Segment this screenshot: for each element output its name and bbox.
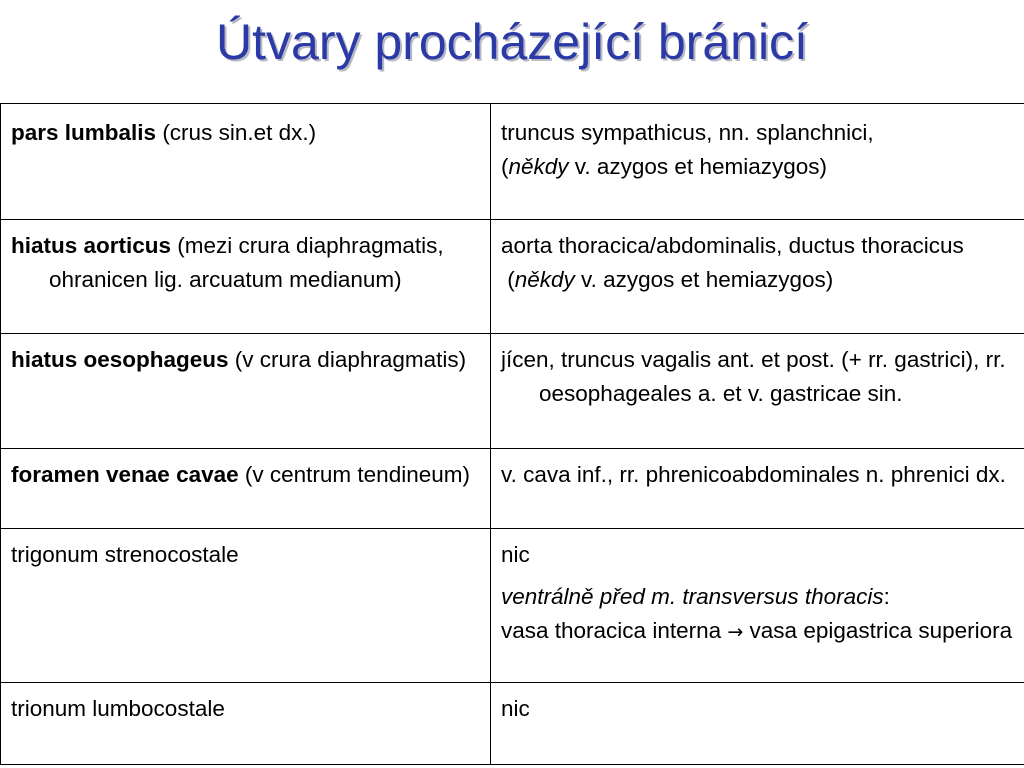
cell-text	[11, 343, 484, 377]
table-cell-content	[491, 104, 1024, 220]
cell-text	[11, 229, 484, 297]
table-cell-structure	[1, 449, 491, 529]
table-cell-content	[491, 529, 1024, 683]
cell-text	[501, 580, 1018, 649]
table-cell-content	[491, 334, 1024, 449]
table-row	[1, 220, 1024, 334]
table-cell-structure	[1, 104, 491, 220]
structure-name: hiatus oesophageus	[11, 347, 229, 372]
content-text: v. cava inf., rr. phrenicoabdominales n. phrenici dx.	[501, 462, 1006, 487]
page-title: Útvary procházející bránicí	[216, 14, 808, 70]
table-row	[1, 334, 1024, 449]
structure-name: hiatus aorticus	[11, 233, 172, 258]
structure-note: (v crura diaphragmatis)	[228, 347, 467, 372]
table-row	[1, 104, 1024, 220]
table-cell-content	[491, 449, 1024, 529]
table-row	[1, 529, 1024, 683]
table-cell-content	[491, 220, 1024, 334]
cell-text	[11, 458, 484, 492]
italic-note: ventrálně před m. transversus thoracis	[501, 584, 884, 609]
paren-text: (	[501, 154, 509, 179]
arrow-right-icon: →	[727, 621, 744, 643]
structure-note: (mezi crura diaphragmatis, ohranicen lig. arcuatum medianum)	[49, 233, 444, 292]
table-cell-structure	[1, 683, 491, 765]
content-text: nic	[501, 696, 530, 721]
table-cell-content	[491, 683, 1024, 765]
structure-name: trigonum strenocostale	[11, 542, 239, 567]
table-cell-structure	[1, 220, 491, 334]
italic-note: někdy	[508, 154, 569, 179]
paren-text: (	[501, 267, 515, 292]
table-cell-structure	[1, 529, 491, 683]
content-text: jícen, truncus vagalis ant. et post. (+ rr. gastrici), rr. oesophageales a. et v. gastricae sin.	[501, 347, 1006, 406]
structure-name: trionum lumbocostale	[11, 696, 225, 721]
structure-name: pars lumbalis	[11, 120, 157, 145]
content-text: v. azygos et hemiazygos)	[568, 154, 827, 179]
cell-text	[501, 263, 1018, 297]
structure-name: foramen venae cavae	[11, 462, 239, 487]
table-row	[1, 449, 1024, 529]
colon-text: :	[883, 584, 890, 609]
cell-text	[11, 116, 484, 150]
cell-text	[501, 116, 1018, 150]
content-text: aorta thoracica/abdominalis, ductus thoracicus	[501, 233, 964, 258]
content-text: truncus sympathicus, nn. splanchnici,	[501, 120, 874, 145]
content-text: vasa thoracica interna	[501, 618, 728, 643]
content-text: nic	[501, 542, 530, 567]
cell-text	[501, 150, 1018, 184]
cell-text	[501, 229, 1018, 263]
content-text: vasa epigastrica superiora	[743, 618, 1013, 643]
structure-note: (v centrum tendineum)	[238, 462, 470, 487]
structures-table	[0, 103, 1024, 765]
table-cell-structure	[1, 334, 491, 449]
structure-note: (crus sin.et dx.)	[156, 120, 317, 145]
italic-note: někdy	[514, 267, 575, 292]
content-text: v. azygos et hemiazygos)	[574, 267, 834, 292]
table-row	[1, 683, 1024, 765]
